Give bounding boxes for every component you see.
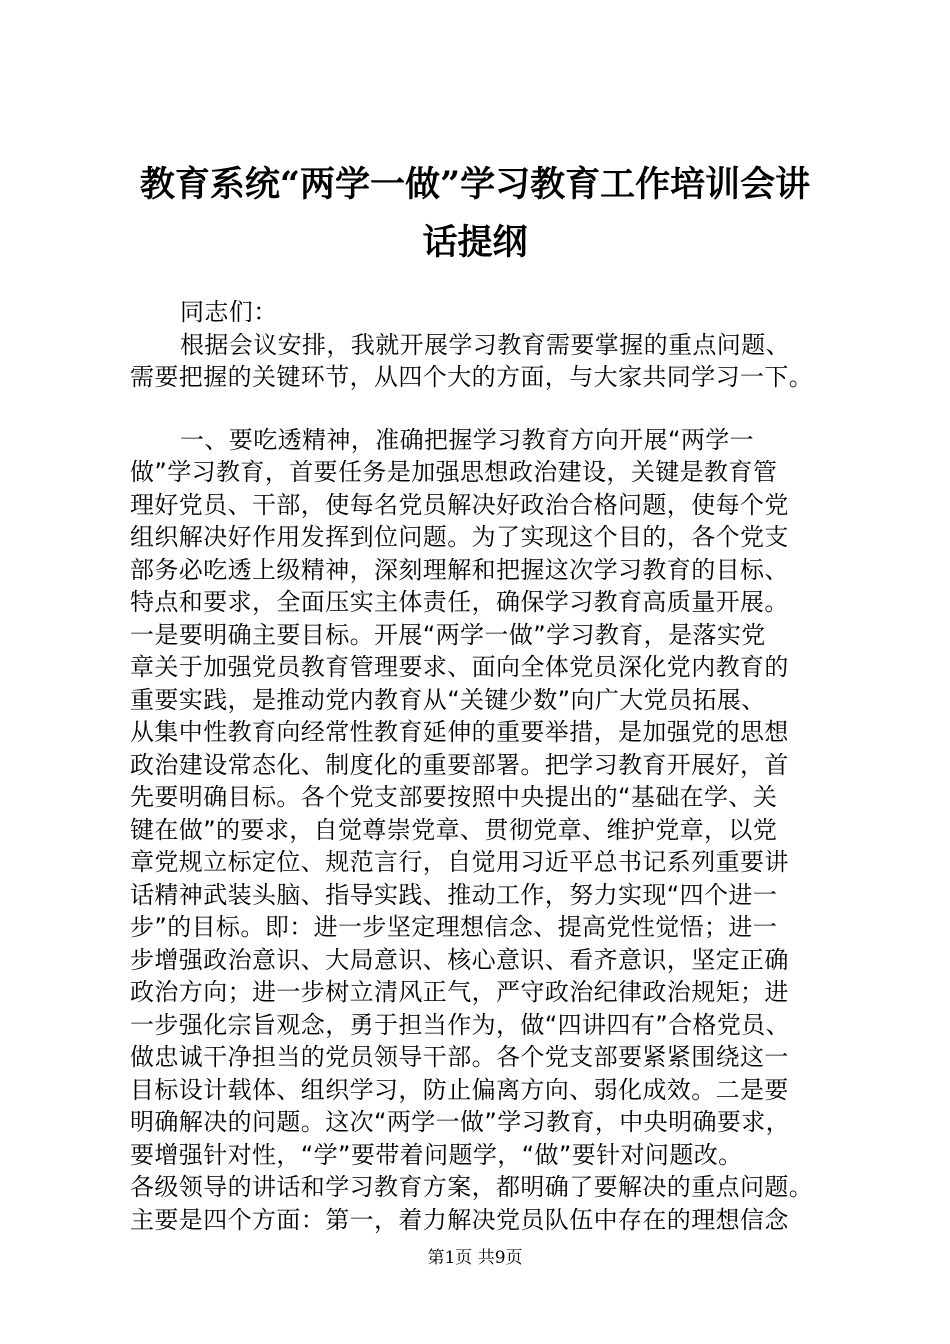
section-line: 做”学习教育，首要任务是加强思想政治建设，关键是教育管	[130, 458, 778, 486]
document-title-line-1: 教育系统“两学一做”学习教育工作培训会讲	[139, 164, 811, 205]
section-line: 一、要吃透精神，准确把握学习教育方向开展“两学一	[180, 425, 755, 454]
section-line: 步”的目标。即：进一步坚定理想信念、提高党性觉悟；进一	[130, 913, 778, 941]
section-line: 一步强化宗旨观念，勇于担当作为，做“四讲四有”合格党员、	[130, 1010, 791, 1039]
section-line: 各级领导的讲话和学习教育方案，都明确了要解决的重点问题。	[130, 1173, 814, 1201]
section-line: 重要实践，是推动党内教育从“关键少数”向广大党员拓展、	[130, 685, 766, 714]
section-line: 键在做”的要求，自觉尊崇党章、贯彻党章、维护党章，以党	[130, 815, 778, 844]
section-line: 组织解决好作用发挥到位问题。为了实现这个目的，各个党支	[130, 523, 789, 551]
section-line: 政治建设常态化、制度化的重要部署。把学习教育开展好，首	[130, 750, 789, 779]
paragraph-gap	[130, 394, 830, 424]
section-line: 部务必吃透上级精神，深刻理解和把握这次学习教育的目标、	[130, 555, 789, 584]
document-title-line-2: 话提纲	[422, 222, 528, 263]
section-line: 主要是四个方面：第一，着力解决党员队伍中存在的理想信念	[130, 1205, 789, 1234]
intro-line: 需要把握的关键环节，从四个大的方面，与大家共同学习一下。	[130, 363, 814, 391]
document-body	[130, 296, 830, 1236]
salutation: 同志们：	[180, 298, 278, 326]
section-line: 话精神武装头脑、指导实践、推动工作，努力实现“四个进一	[130, 880, 778, 909]
section-line: 明确解决的问题。这次“两学一做”学习教育，中央明确要求，	[130, 1108, 791, 1136]
page-footer: 第1页 共9页	[427, 1248, 523, 1268]
section-line: 章党规立标定位、规范言行，自觉用习近平总书记系列重要讲	[130, 848, 789, 876]
section-line: 从集中性教育向经常性教育延伸的重要举措，是加强党的思想	[130, 718, 789, 746]
section-line: 步增强政治意识、大局意识、核心意识、看齐意识，坚定正确	[130, 945, 789, 974]
section-line: 先要明确目标。各个党支部要按照中央提出的“基础在学、关	[130, 783, 778, 811]
section-line: 特点和要求，全面压实主体责任，确保学习教育高质量开展。	[130, 588, 789, 616]
section-line: 章关于加强党员教育管理要求、面向全体党员深化党内教育的	[130, 653, 789, 681]
intro-line: 根据会议安排，我就开展学习教育需要掌握的重点问题、	[180, 330, 790, 359]
section-line: 目标设计载体、组织学习，防止偏离方向、弱化成效。二是要	[130, 1075, 789, 1104]
section-line: 政治方向；进一步树立清风正气，严守政治纪律政治规矩；进	[130, 978, 789, 1006]
section-line: 做忠诚干净担当的党员领导干部。各个党支部要紧紧围绕这一	[130, 1043, 789, 1071]
section-line: 要增强针对性，“学”要带着问题学，“做”要针对问题改。	[130, 1140, 743, 1169]
section-line: 一是要明确主要目标。开展“两学一做”学习教育，是落实党	[130, 620, 766, 649]
section-line: 理好党员、干部，使每名党员解决好政治合格问题，使每个党	[130, 490, 789, 519]
